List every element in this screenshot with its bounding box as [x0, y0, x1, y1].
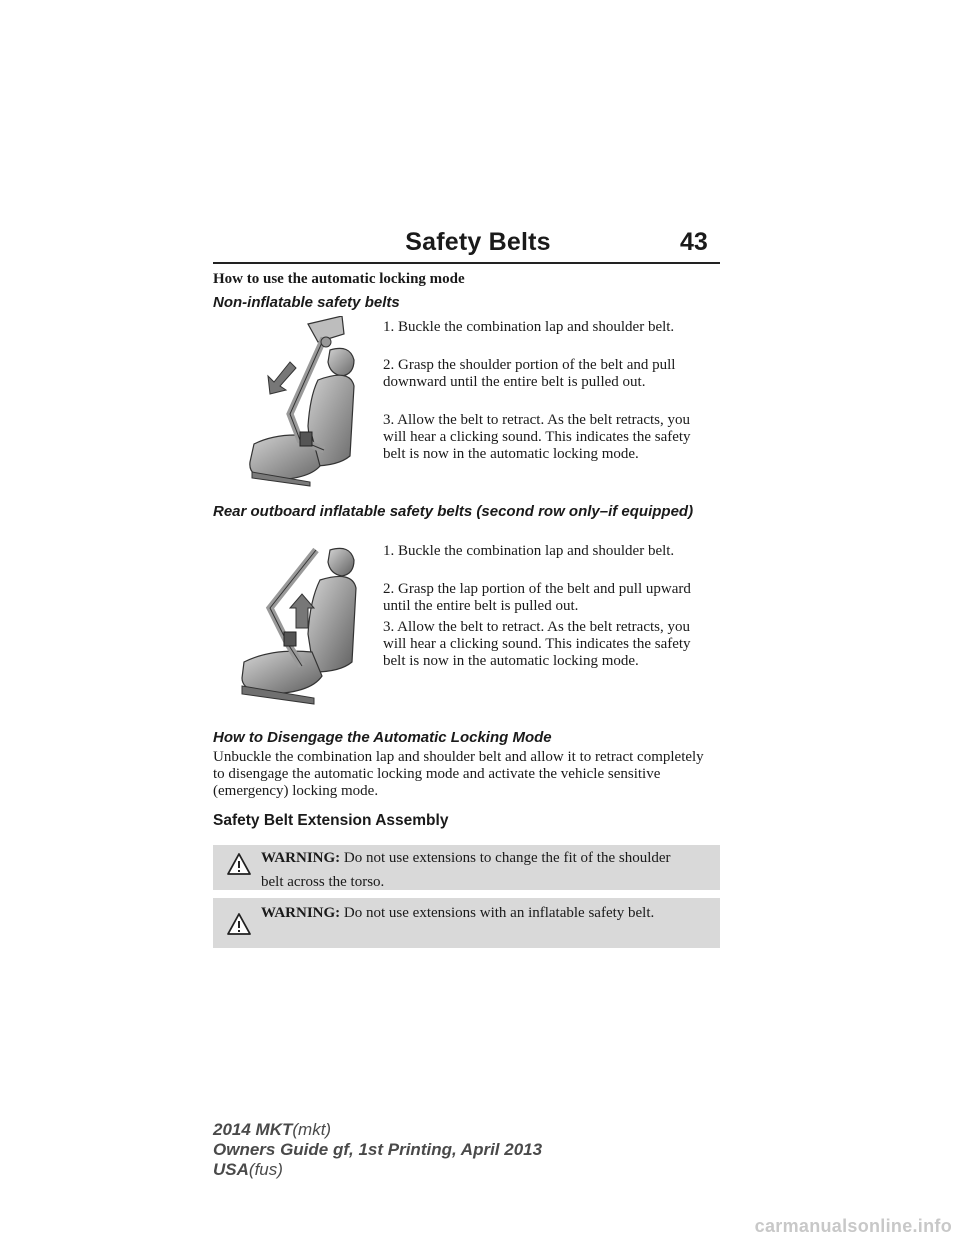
warning-triangle-icon	[226, 852, 252, 876]
non-inflatable-subheading: Non-inflatable safety belts	[213, 294, 400, 311]
page-section-title: Safety Belts	[405, 228, 551, 256]
disengage-heading: How to Disengage the Automatic Locking Mode	[213, 729, 552, 746]
page-number: 43	[680, 228, 708, 256]
step-2-text: 2. Grasp the shoulder portion of the belt and pull downward until the entire belt is pulled out.	[383, 357, 676, 390]
footer-model-code: (mkt)	[292, 1120, 332, 1139]
footer-model-line	[213, 1120, 331, 1140]
warning-box	[213, 845, 720, 890]
disengage-body: Unbuckle the combination lap and shoulder belt and allow it to retract completely to disengage the automatic locking mode and activate the vehicle sensitive (emergency) locking mode.	[213, 749, 704, 799]
footer-region-code: (fus)	[248, 1160, 283, 1179]
seat-belt-shoulder-illustration	[238, 316, 368, 488]
watermark: carmanualsonline.info	[754, 1216, 952, 1236]
step-3-text: 3. Allow the belt to retract. As the belt retracts, you will hear a clicking sound. This indicates the safety belt is now in the automatic locking mode.	[383, 412, 691, 462]
step-1-text-rear: 1. Buckle the combination lap and shoulder belt.	[383, 543, 675, 559]
warning-text: Do not use extensions to change the fit of the shoulder belt across the torso.	[261, 850, 671, 890]
warning-box	[213, 898, 720, 948]
warning-label: WARNING:	[261, 850, 341, 866]
extension-assembly-heading: Safety Belt Extension Assembly	[213, 812, 449, 829]
footer-guide-line: Owners Guide gf, 1st Printing, April 2013	[213, 1140, 543, 1159]
automatic-locking-heading: How to use the automatic locking mode	[213, 271, 465, 287]
footer-region-line	[213, 1160, 283, 1180]
warning-text: Do not use extensions with an inflatable safety belt.	[343, 905, 655, 921]
rear-outboard-subheading: Rear outboard inflatable safety belts (second row only–if equipped)	[213, 503, 694, 520]
warning-triangle-icon	[226, 912, 252, 936]
header-rule	[213, 262, 720, 264]
seat-belt-lap-illustration	[236, 544, 368, 712]
step-2-text-rear: 2. Grasp the lap portion of the belt and pull upward until the entire belt is pulled out.	[383, 581, 691, 614]
step-1-text: 1. Buckle the combination lap and shoulder belt.	[383, 319, 675, 335]
footer-region: USA	[213, 1160, 249, 1179]
step-3-text-rear: 3. Allow the belt to retract. As the belt retracts, you will hear a clicking sound. This indicates the safety belt is now in the automatic locking mode.	[383, 619, 691, 669]
footer-model: 2014 MKT	[213, 1120, 293, 1139]
warning-label: WARNING:	[261, 905, 341, 921]
